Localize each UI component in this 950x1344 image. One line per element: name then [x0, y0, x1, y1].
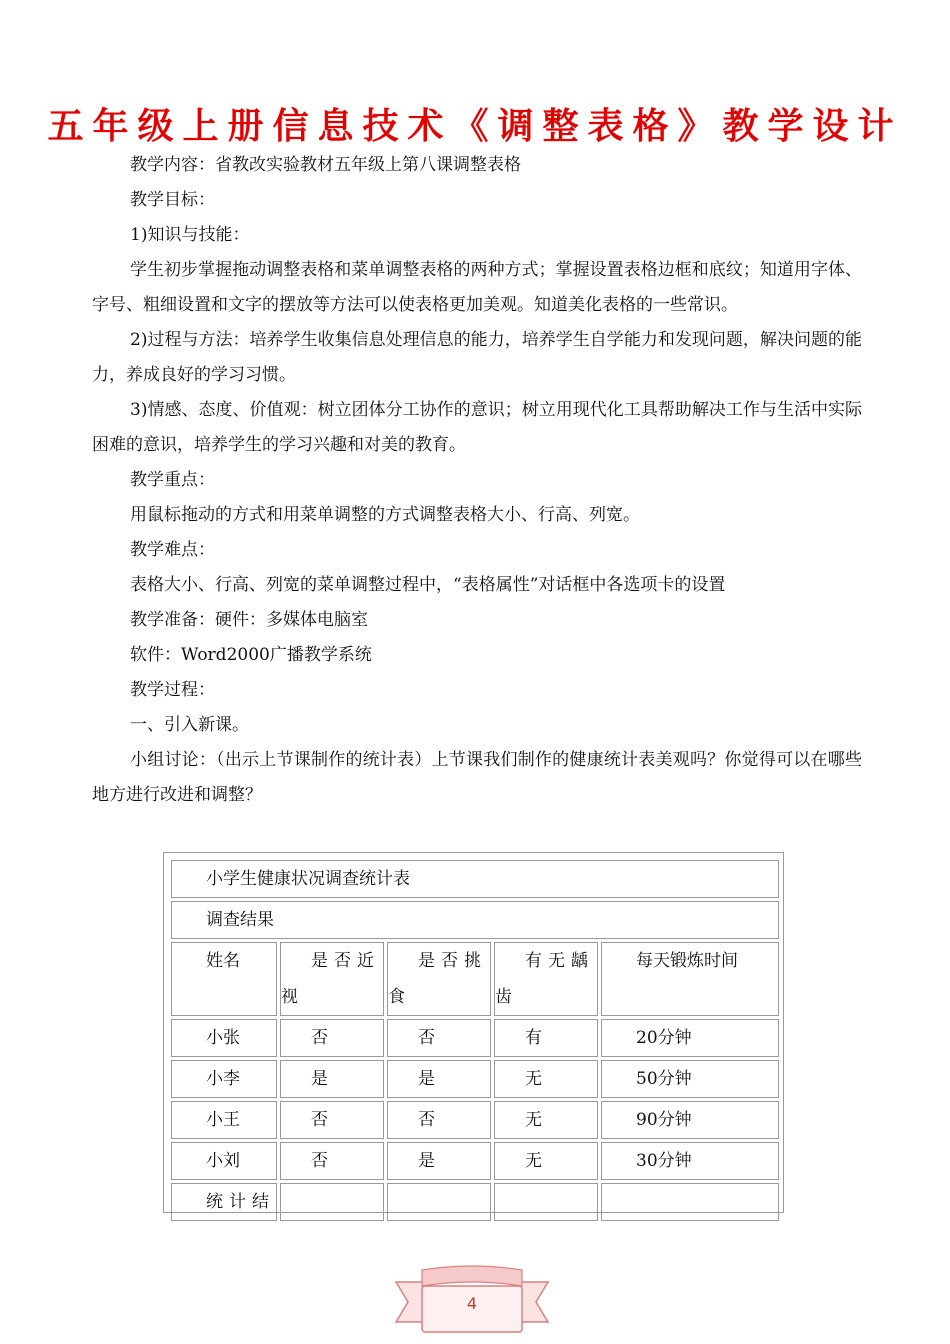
cell-teeth: 有 — [494, 1019, 598, 1057]
document-body — [92, 148, 862, 813]
cell-exercise: 30分钟 — [601, 1142, 779, 1180]
cell-teeth: 无 — [494, 1142, 598, 1180]
cell-name: 小张 — [171, 1019, 277, 1057]
table-row — [171, 1101, 779, 1139]
table-title-row — [171, 860, 779, 898]
cell-picky: 否 — [387, 1019, 491, 1057]
page-number: 4 — [466, 1294, 478, 1313]
paragraph-key-points: 用鼠标拖动的方式和用菜单调整的方式调整表格大小、行高、列宽。 — [130, 505, 640, 525]
paragraph-teaching-content: 教学内容：省教改实验教材五年级上第八课调整表格 — [130, 155, 521, 175]
paragraph-emotion-values: 3)情感、态度、价值观：树立团体分工协作的意识；树立用现代化工具帮助解决工作与生活中实际困难的意识，培养学生的学习兴趣和对美的教育。 — [92, 400, 862, 455]
cell-name: 小王 — [171, 1101, 277, 1139]
cell-summary-empty — [280, 1183, 384, 1221]
health-survey-table — [168, 857, 782, 1224]
header-exercise: 每天锻炼时间 — [601, 942, 779, 1016]
heading-teaching-process: 教学过程： — [130, 680, 215, 700]
paragraph-group-discussion: 小组讨论：（出示上节课制作的统计表）上节课我们制作的健康统计表美观吗？你觉得可以在哪些地方进行改进和调整？ — [92, 750, 862, 805]
cell-summary-empty — [387, 1183, 491, 1221]
heading-key-points: 教学重点： — [130, 470, 215, 490]
cell-summary-empty — [601, 1183, 779, 1221]
table-row — [171, 1142, 779, 1180]
header-myopia — [280, 942, 384, 1016]
cell-summary-empty — [494, 1183, 598, 1221]
table-row — [171, 1019, 779, 1057]
table-title-cell: 小学生健康状况调查统计表 — [171, 860, 779, 898]
cell-teeth: 无 — [494, 1060, 598, 1098]
header-teeth-line2: 齿 — [495, 987, 512, 1007]
paragraph-difficulties: 表格大小、行高、列宽的菜单调整过程中，“表格属性”对话框中各选项卡的设置 — [130, 575, 726, 595]
header-myopia-line1: 是否近 — [311, 951, 380, 971]
table-row — [171, 1060, 779, 1098]
cell-picky: 是 — [387, 1060, 491, 1098]
document-title: 五年级上册信息技术《调整表格》教学设计 — [47, 106, 903, 147]
cell-name: 小刘 — [171, 1142, 277, 1180]
cell-myopia: 否 — [280, 1019, 384, 1057]
heading-difficulties: 教学难点： — [130, 540, 215, 560]
heading-teaching-goals: 教学目标： — [130, 190, 215, 210]
table-subtitle-row — [171, 901, 779, 939]
cell-exercise: 20分钟 — [601, 1019, 779, 1057]
cell-picky: 是 — [387, 1142, 491, 1180]
header-picky-line1: 是否挑 — [418, 951, 487, 971]
header-myopia-line2: 视 — [281, 987, 298, 1007]
table-summary-row — [171, 1183, 779, 1221]
health-survey-table-frame — [163, 852, 784, 1213]
cell-exercise: 90分钟 — [601, 1101, 779, 1139]
table-header-row — [171, 942, 779, 1016]
header-teeth-line1: 有无龋 — [525, 951, 594, 971]
page-number-ribbon — [392, 1264, 552, 1336]
header-picky-line2: 食 — [388, 987, 405, 1007]
cell-exercise: 50分钟 — [601, 1060, 779, 1098]
paragraph-knowledge-skills: 学生初步掌握拖动调整表格和菜单调整表格的两种方式；掌握设置表格边框和底纹；知道用字体、字号、粗细设置和文字的摆放等方法可以使表格更加美观。知道美化表格的一些常识。 — [92, 260, 862, 315]
heading-knowledge-skills: 1)知识与技能： — [130, 225, 250, 245]
header-teeth — [494, 942, 598, 1016]
cell-myopia: 否 — [280, 1101, 384, 1139]
cell-myopia: 是 — [280, 1060, 384, 1098]
paragraph-process-methods: 2)过程与方法：培养学生收集信息处理信息的能力，培养学生自学能力和发现问题，解决问题的能力，养成良好的学习习惯。 — [92, 330, 862, 385]
heading-intro: 一、引入新课。 — [130, 715, 249, 735]
cell-summary-label: 统计结 — [171, 1183, 277, 1221]
cell-teeth: 无 — [494, 1101, 598, 1139]
paragraph-preparation-hardware: 教学准备：硬件：多媒体电脑室 — [130, 610, 368, 630]
paragraph-preparation-software: 软件：Word2000广播教学系统 — [130, 645, 372, 665]
header-picky — [387, 942, 491, 1016]
cell-picky: 否 — [387, 1101, 491, 1139]
header-name: 姓名 — [171, 942, 277, 1016]
cell-myopia: 否 — [280, 1142, 384, 1180]
cell-name: 小李 — [171, 1060, 277, 1098]
table-subtitle-cell: 调查结果 — [171, 901, 779, 939]
